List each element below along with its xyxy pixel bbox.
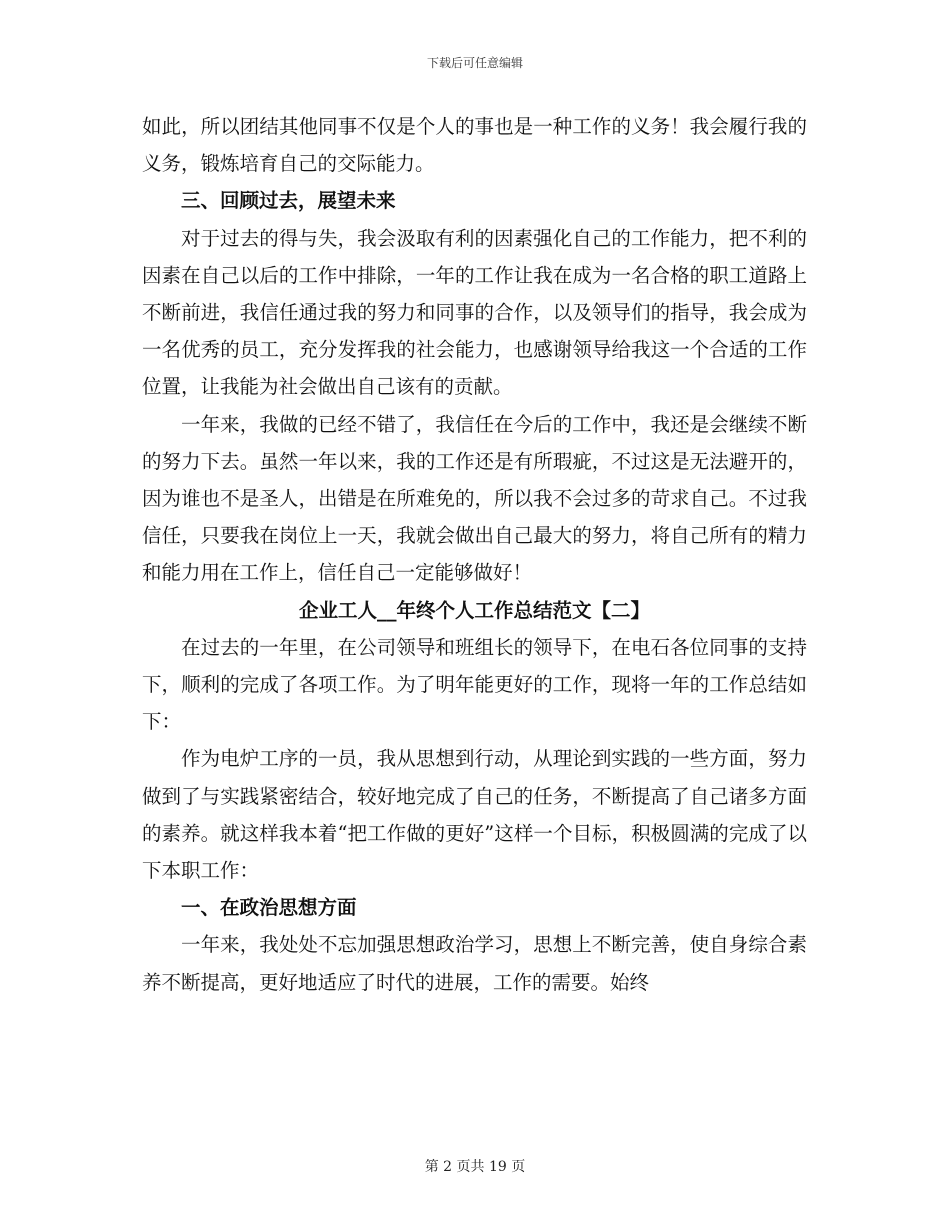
section-heading: 三、回顾过去，展望未来	[181, 189, 396, 213]
paragraph: 一年来，我处处不忘加强思想政治学习，思想上不断完善，使自身综合素养不断提高，更好地适应了时代的进展，工作的需要。始终	[142, 933, 807, 994]
paragraph: 如此，所以团结其他同事不仅是个人的事也是一种工作的义务！我会履行我的义务，锻炼培育自己的交际能力。	[142, 115, 807, 176]
page-header: 下载后可任意编辑	[426, 56, 523, 70]
article-title: 企业工人__年终个人工作总结范文【二】	[298, 598, 650, 622]
section-heading: 一、在政治思想方面	[181, 896, 357, 920]
page-footer: 第 2 页共 19 页	[424, 1159, 526, 1175]
paragraph: 在过去的一年里，在公司领导和班组长的领导下，在电石各位同事的支持下，顺利的完成了各项工作。为了明年能更好的工作，现将一年的工作总结如下：	[142, 635, 807, 734]
document-body	[142, 108, 807, 1001]
paragraph: 一年来，我做的已经不错了，我信任在今后的工作中，我还是会继续不断的努力下去。虽然一年以来，我的工作还是有所瑕疵，不过这是无法避开的，因为谁也不是圣人，出错是在所难免的，所以我不会过多的苛求自己。不过我信任，只要我在岗位上一天，我就会做出自己最大的努力，将自己所有的精力和能力用在工作上，信任自己一定能够做好！	[142, 412, 807, 585]
paragraph: 对于过去的得与失，我会汲取有利的因素强化自己的工作能力，把不利的因素在自己以后的工作中排除，一年的工作让我在成为一名合格的职工道路上不断前进，我信任通过我的努力和同事的合作，以及领导们的指导，我会成为一名优秀的员工，充分发挥我的社会能力，也感谢领导给我这一个合适的工作位置，让我能为社会做出自己该有的贡献。	[142, 226, 807, 399]
paragraph: 作为电炉工序的一员，我从思想到行动，从理论到实践的一些方面，努力做到了与实践紧密结合，较好地完成了自己的任务，不断提高了自己诸多方面的素养。就这样我本着“把工作做的更好”这样一个目标，积极圆满的完成了以下本职工作：	[142, 747, 807, 883]
